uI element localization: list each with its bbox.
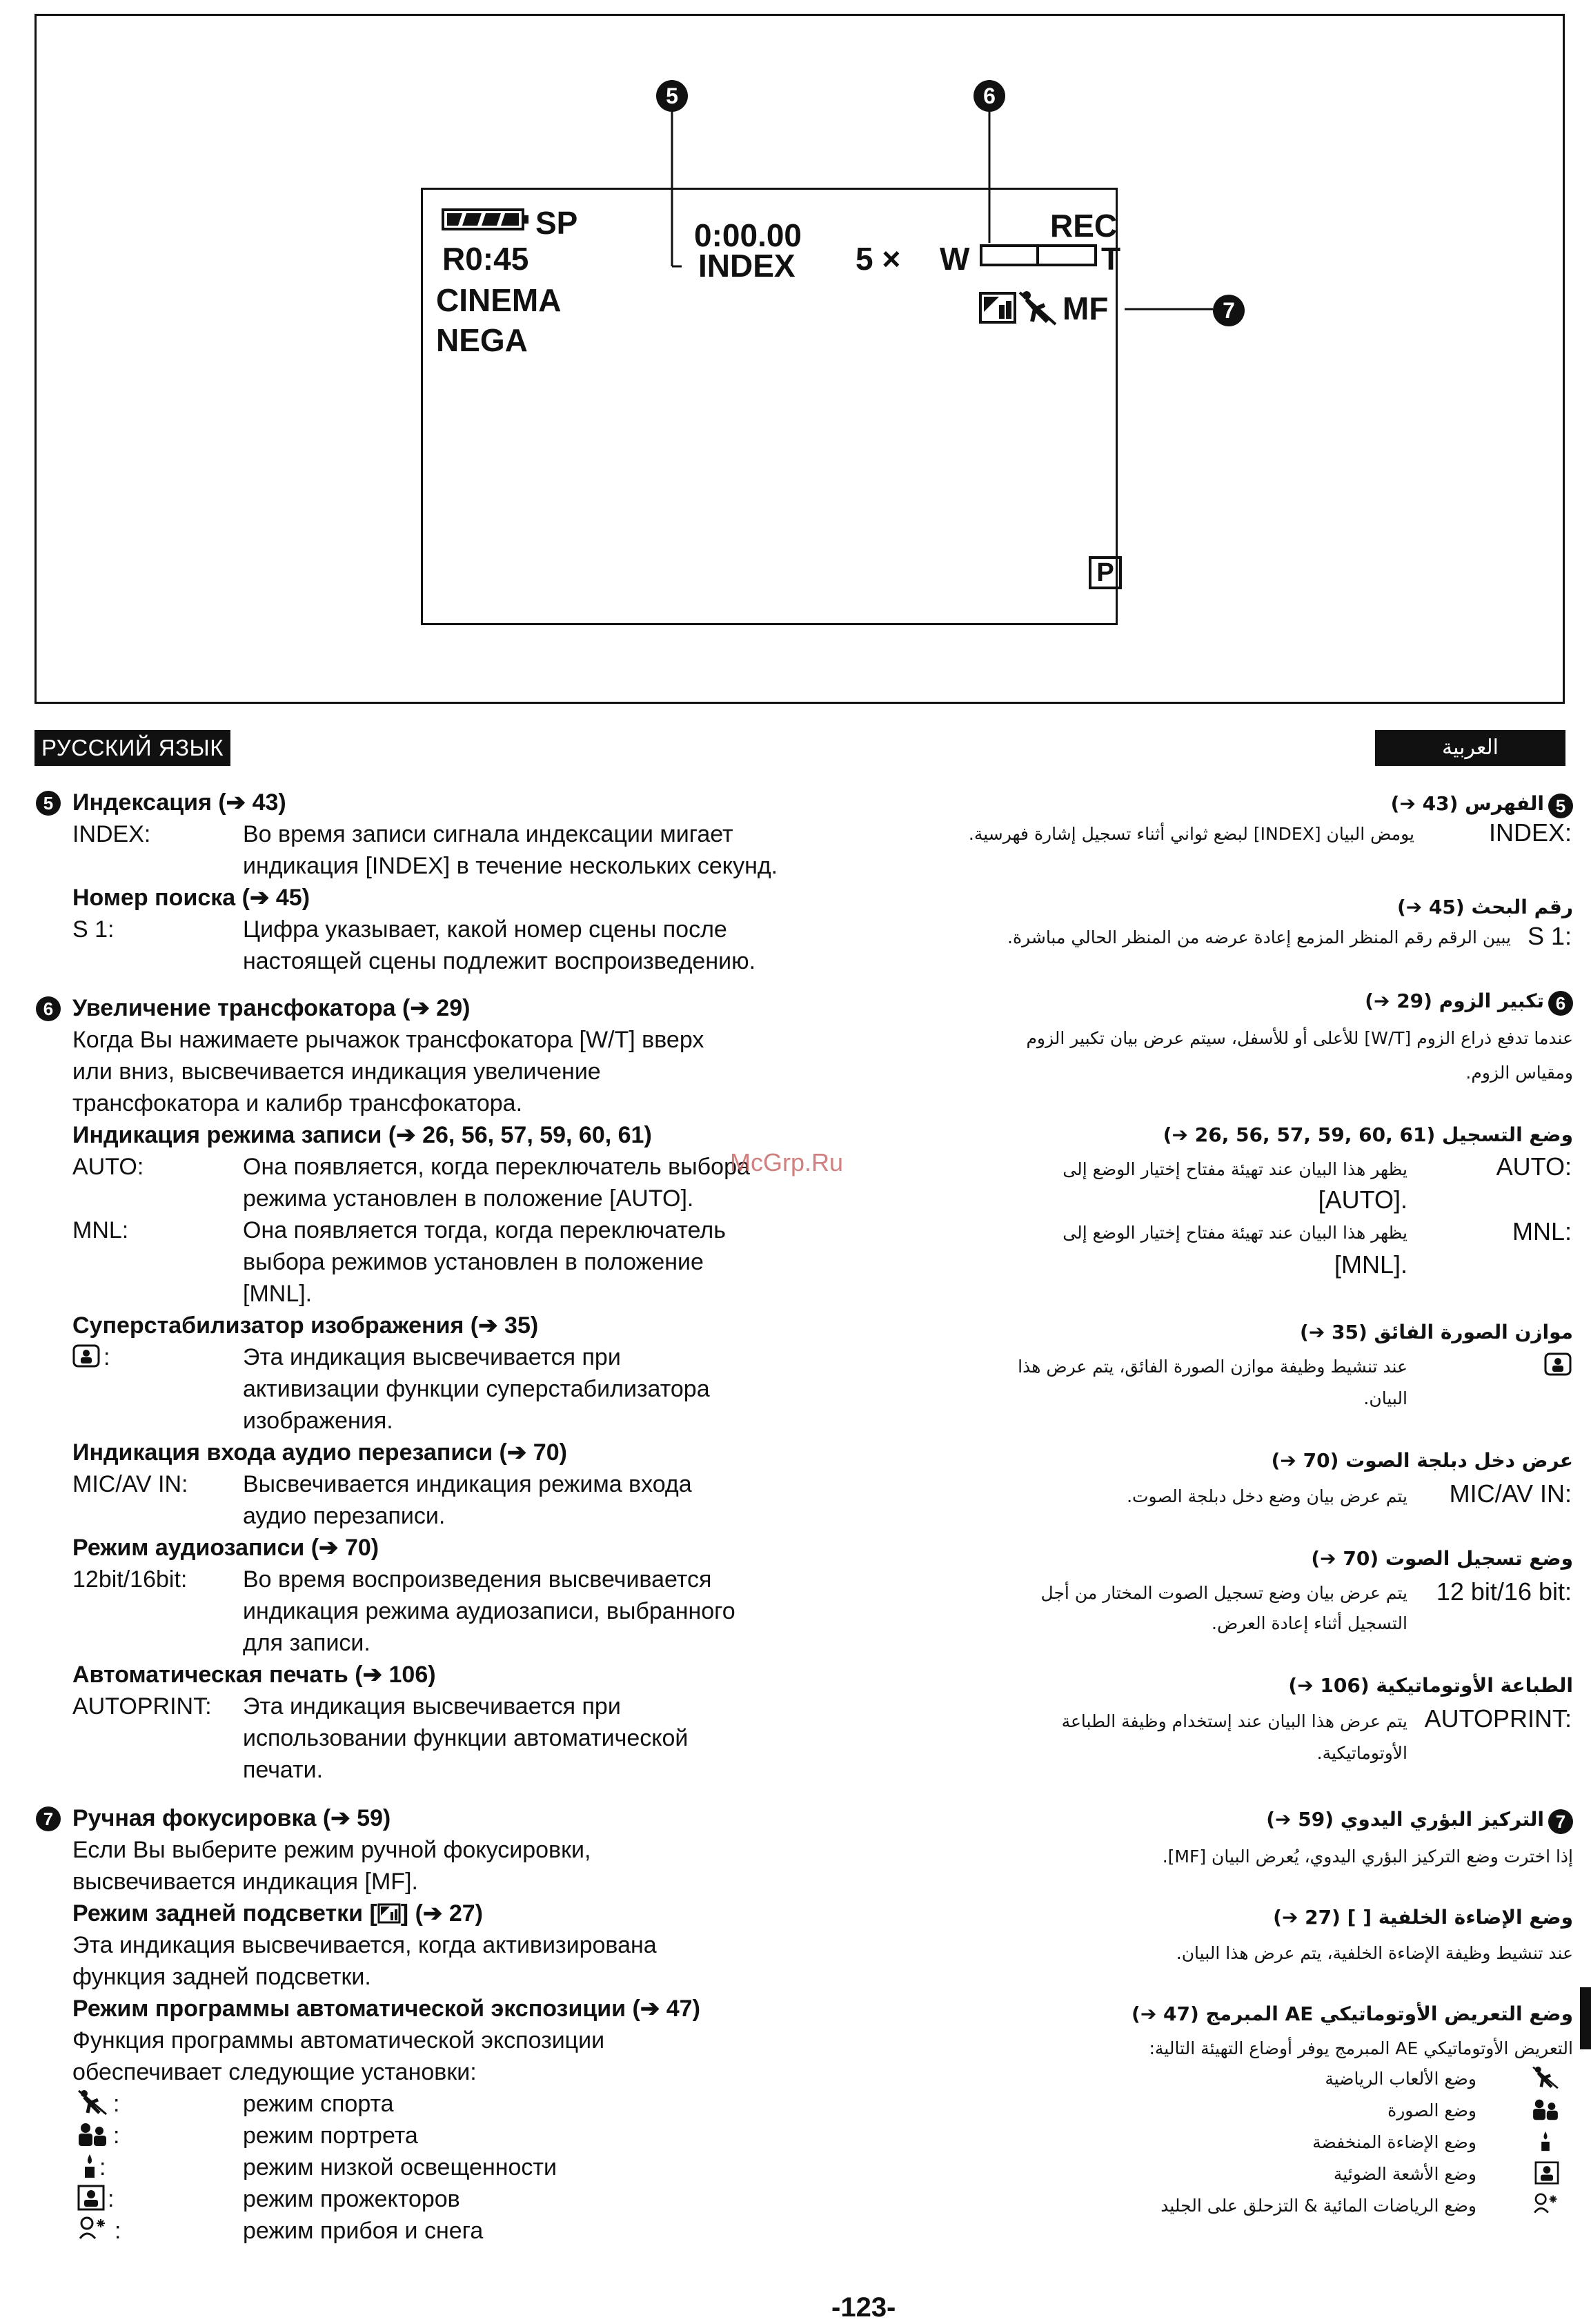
ar-index-term: INDEX: [1488,818,1572,847]
index-desc-2: индикация [INDEX] в течение нескольких секунд. [243,853,778,879]
sports-mode-icon [1017,290,1058,326]
ar-search-term: S 1: [1527,922,1572,950]
ar-mnl-term: MNL: [1512,1217,1572,1245]
ar-section-5-marker: 5 [1548,794,1573,818]
ar-autoprint-title: الطباعة الأوتوماتيكية (106 ➔) [1288,1674,1573,1697]
ar-surf-snow-icon [1532,2193,1563,2216]
zoom-body-3: трансфокатора и калибр трансфокатора. [72,1090,523,1116]
ar-auto-term: AUTO: [1496,1152,1572,1181]
backlight-desc-1: Эта индикация высвечивается, когда активизирована [72,1932,657,1958]
zoom-scale-bar [980,243,1097,268]
ar-index-title: الفهرس (43 ➔) [1390,792,1544,815]
ar-audio-desc-2: التسجيل أثناء إعادة العرض. [1212,1613,1407,1633]
zoom-wide-label: W [940,241,970,277]
ar-index-desc: يومض البيان [INDEX] لبضع ثواني أثناء تسجيل إشارة فهرسية. [968,824,1414,844]
dubbing-desc-1: Высвечивается индикация режима входа [243,1471,692,1497]
backlight-title-b: ] (➔ 27) [400,1900,483,1927]
backlight-title-a: Режим задней подсветки [ [72,1900,377,1927]
zoom-tele-label: T [1101,241,1121,277]
section-7-title: Ручная фокусировка (➔ 59) [72,1805,391,1831]
ar-mode-spotlight: وضع الأشعة الضوئية [1333,2164,1476,2184]
ar-backlight-desc: عند تنشيط وظيفة الإضاءة الخلفية، يتم عرض هذا البيان. [1176,1943,1573,1963]
ar-auto-desc-2: [AUTO]. [1318,1185,1407,1214]
ae-title: Режим программы автоматической экспозиции (➔ 47) [72,1996,700,2022]
ar-section-6-marker: 6 [1548,991,1573,1016]
section-7-marker: 7 [36,1806,61,1831]
backlight-icon [978,291,1017,324]
mnl-term: MNL: [72,1217,129,1243]
backlight-desc-2: функция задней подсветки. [72,1964,371,1990]
russian-column [0,787,862,2298]
search-desc-2: настоящей сцены подлежит воспроизведению. [243,948,756,974]
ae-desc-2: обеспечивает следующие установки: [72,2059,477,2085]
ru-mode-surf-snow: режим прибоя и снега [243,2218,484,2244]
ru-surf-snow-icon [77,2216,112,2243]
ar-dubbing-title: عرض دخل دبلجة الصوت (70 ➔) [1271,1449,1573,1472]
counter: 0:00.00 [694,217,802,253]
ar-stabilizer-icon [1544,1352,1572,1376]
tape-speed: SP [535,205,578,241]
ar-auto-desc-1: يظهر هذا البيان عند تهيئة مفتاح إختيار الوضع إلى [1063,1159,1407,1179]
stabilizer-title: Суперстабилизатор изображения (➔ 35) [72,1312,539,1339]
ar-mf-desc: إذا اخترت وضع التركيز البؤري اليدوي، يُعرض البيان [MF]. [1162,1847,1573,1867]
ru-mode-portrait: режим портрета [243,2123,418,2149]
backlight-inline-icon [377,1903,401,1924]
ru-surf-snow-colon: : [115,2218,121,2244]
ru-portrait-colon: : [113,2123,120,2149]
ar-audio-title: وضع تسجيل الصوت (70 ➔) [1311,1547,1573,1570]
russian-header: РУССКИЙ ЯЗЫК [34,730,230,766]
ru-low-light-icon [81,2153,98,2179]
autoprint-desc-1: Эта индикация высвечивается при [243,1693,621,1720]
ar-search-title: رقم البحث (45 ➔) [1396,896,1573,918]
callout-6: 6 [974,80,1005,112]
ar-ae-title: وضع التعريض الأوتوماتيكي AE المبرمج (47 ➔) [1132,2002,1573,2025]
ar-spotlight-icon [1534,2161,1559,2185]
section-5-marker: 5 [36,791,61,816]
dubbing-desc-2: аудио перезаписи. [243,1503,446,1529]
ar-zoom-title: تكبير الزوم (29 ➔) [1365,989,1544,1012]
ar-zoom-desc-2: ومقياس الزوم. [1465,1063,1573,1083]
section-6-title: Увеличение трансфокатора (➔ 29) [72,995,471,1021]
autoprint-title: Автоматическая печать (➔ 106) [72,1662,436,1688]
ar-sports-icon [1532,2066,1559,2089]
ar-autoprint-term: AUTOPRINT: [1424,1704,1572,1733]
mf-indicator: MF [1063,290,1109,326]
ar-autoprint-desc-2: الأوتوماتيكية. [1316,1743,1407,1763]
ar-stabilizer-title: موازن الصورة الفائق (35 ➔) [1300,1321,1573,1343]
search-number-title: Номер поиска (➔ 45) [72,885,310,911]
callout-7: 7 [1213,295,1245,326]
mnl-desc-2: выбора режимов установлен в положение [243,1249,704,1275]
dubbing-title: Индикация входа аудио перезаписи (➔ 70) [72,1439,567,1466]
arabic-column [862,787,1573,2243]
battery-icon [442,207,531,232]
zoom-body-1: Когда Вы нажимаете рычажок трансфокатора [W/T] вверх [72,1027,704,1053]
audio-desc-3: для записи. [243,1630,370,1656]
autoprint-desc-2: использовании функции автоматической [243,1725,689,1751]
rec-indicator: REC [1050,208,1118,244]
ar-ae-desc: التعريض الأوتوماتيكي AE المبرمج يوفر أوضاع التهيئة التالية: [1149,2038,1573,2058]
arabic-header: العربية [1375,730,1565,766]
ar-section-7-marker: 7 [1548,1809,1573,1834]
ar-audio-desc-1: يتم عرض بيان وضع تسجيل الصوت المختار من أجل [1040,1583,1407,1603]
audio-desc-2: индикация режима аудиозаписи, выбранного [243,1598,735,1624]
ar-mode-portrait: وضع الصورة [1387,2100,1476,2120]
index-indicator: INDEX [698,248,796,284]
ar-mf-title: التركيز البؤري اليدوي (59 ➔) [1266,1808,1544,1831]
mnl-desc-3: [MNL]. [243,1281,313,1307]
index-term: INDEX: [72,821,151,847]
watermark: McGrp.Ru [730,1148,844,1176]
rec-mode-title: Индикация режима записи (➔ 26, 56, 57, 59, 60, 61) [72,1122,652,1148]
ar-portrait-icon [1532,2098,1559,2121]
stabilizer-icon [72,1344,100,1368]
ae-desc-1: Функция программы автоматической экспозиции [72,2027,605,2054]
ru-spotlight-colon: : [108,2186,115,2212]
autoprint-desc-3: печати. [243,1757,324,1783]
ru-mode-spotlight: режим прожекторов [243,2186,460,2212]
ru-sports-colon: : [113,2091,120,2117]
ru-mode-sports: режим спорта [243,2091,394,2117]
audio-term: 12bit/16bit: [72,1566,188,1593]
ru-sports-icon [77,2089,108,2116]
mf-body-2: высвечивается индикация [MF]. [72,1869,418,1895]
auto-desc-1: Она появляется, когда переключатель выбора [243,1154,750,1180]
stabilizer-desc-1: Эта индикация высвечивается при [243,1344,621,1370]
auto-desc-2: режима установлен в положение [AUTO]. [243,1185,694,1212]
ar-zoom-desc-1: عندما تدفع ذراع الزوم [W/T] للأعلى أو للأسفل، سيتم عرض بيان تكبير الزوم [1026,1028,1573,1048]
ar-rec-mode-title: وضع التسجيل (61 ,60 ,59 ,57 ,56 ,26 ➔) [1163,1123,1573,1146]
nega-indicator: NEGA [436,322,528,358]
zoom-body-2: или вниз, высвечивается индикация увеличение [72,1058,601,1085]
ar-mnl-desc-2: [MNL]. [1334,1250,1407,1279]
ar-stabilizer-desc-1: عند تنشيط وظيفة موازن الصورة الفائق، يتم عرض هذا [1018,1357,1407,1377]
ar-mode-low-light: وضع الإضاءة المنخفضة [1312,2132,1476,2152]
index-desc-1: Во время записи сигнала индексации мигает [243,821,733,847]
auto-term: AUTO: [72,1154,144,1180]
ru-low-light-colon: : [99,2154,106,2180]
page-number: -123- [831,2292,896,2323]
stabilizer-desc-2: активизации функции суперстабилизатора [243,1376,710,1402]
side-tab-marker [1580,1987,1591,2049]
ar-autoprint-desc-1: يتم عرض هذا البيان عند إستخدام وظيفة الطباعة [1061,1711,1407,1731]
zoom-ratio: 5 × [856,241,901,277]
stabilizer-desc-3: изображения. [243,1408,393,1434]
ar-dubbing-desc: يتم عرض بيان وضع دخل دبلجة الصوت. [1127,1486,1407,1506]
ru-portrait-icon [77,2121,108,2147]
ar-mnl-desc-1: يظهر هذا البيان عند تهيئة مفتاح إختيار الوضع إلى [1063,1223,1407,1243]
ar-audio-term: 12 bit/16 bit: [1436,1577,1572,1606]
ar-search-desc: يبين الرقم رقم المنظر المزمع إعادة عرضه من المنظر الحالي مباشرة. [1007,927,1511,947]
ru-spotlight-icon [77,2185,105,2211]
ar-backlight-title: وضع الإضاءة الخلفية [ ] (27 ➔) [1273,1906,1573,1929]
ar-mode-surf-snow: وضع الرياضات المائية & التزحلق على الجليد [1160,2196,1476,2216]
search-term: S 1: [72,916,115,943]
mnl-desc-1: Она появляется тогда, когда переключатель [243,1217,726,1243]
cinema-indicator: CINEMA [436,282,562,318]
ar-dubbing-term: MIC/AV IN: [1449,1479,1572,1508]
section-6-marker: 6 [36,996,61,1021]
section-5-title: Индексация (➔ 43) [72,789,286,816]
dubbing-term: MIC/AV IN: [72,1471,188,1497]
program-indicator: P [1089,556,1122,589]
remaining-time: R0:45 [442,241,529,277]
ar-mode-sports: وضع الألعاب الرياضية [1325,2069,1476,2089]
autoprint-term: AUTOPRINT: [72,1693,212,1720]
audio-desc-1: Во время воспроизведения высвечивается [243,1566,712,1593]
stabilizer-colon: : [103,1344,110,1370]
ar-stabilizer-desc-2: البيان. [1363,1388,1407,1408]
search-desc-1: Цифра указывает, какой номер сцены после [243,916,727,943]
ar-low-light-icon [1539,2129,1552,2153]
audio-mode-title: Режим аудиозаписи (➔ 70) [72,1535,379,1561]
mf-body-1: Если Вы выберите режим ручной фокусировки, [72,1837,591,1863]
ru-mode-low-light: режим низкой освещенности [243,2154,557,2180]
callout-5: 5 [656,80,688,112]
